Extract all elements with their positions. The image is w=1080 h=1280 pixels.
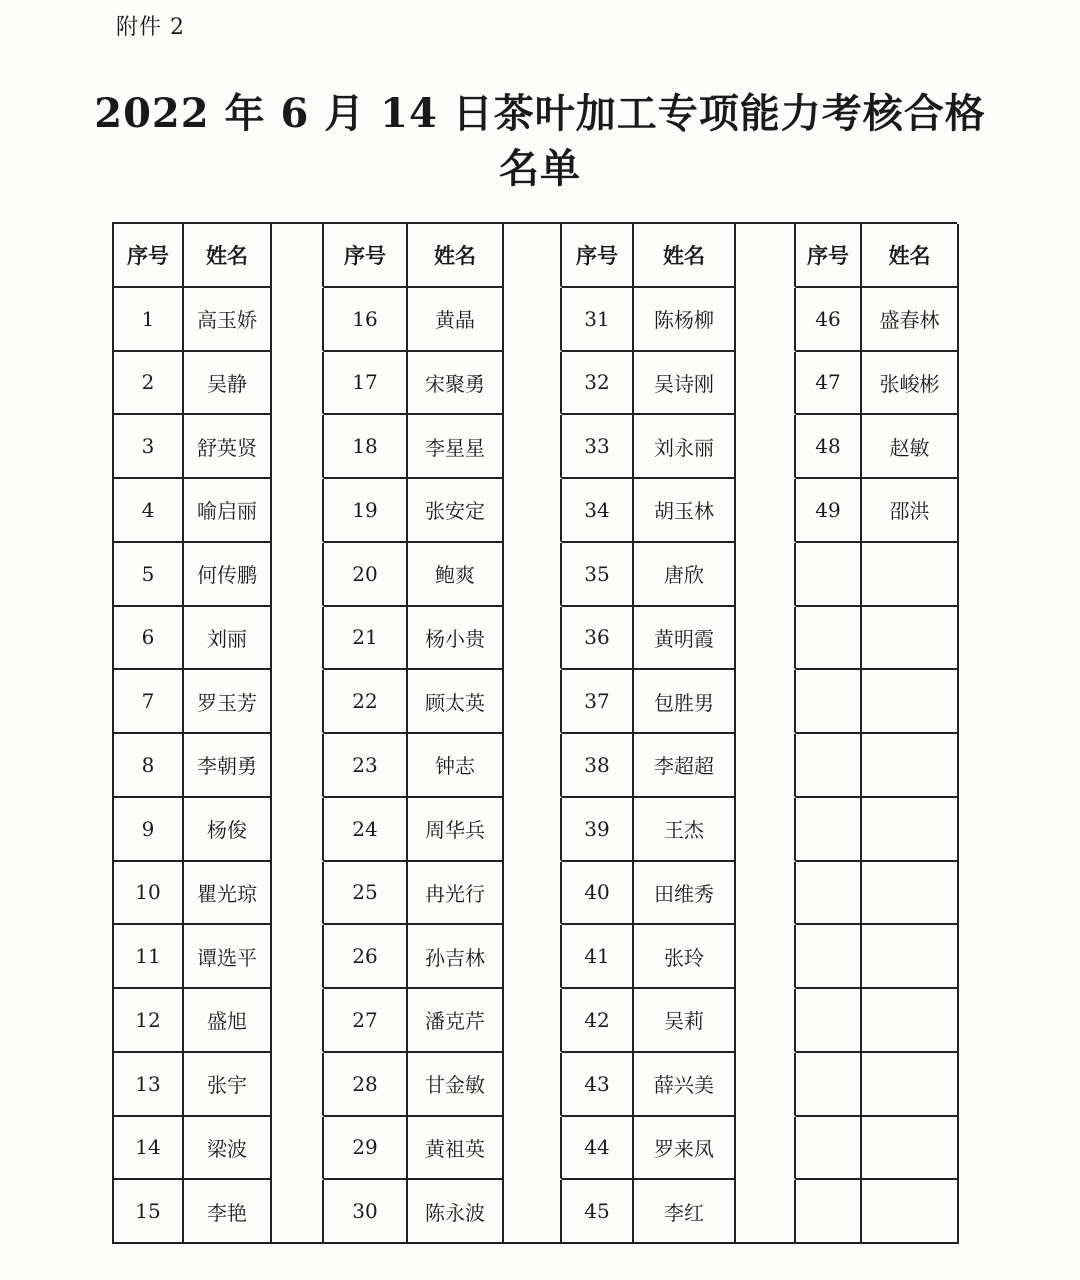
index-cell: 43 bbox=[562, 1053, 634, 1117]
index-cell bbox=[796, 607, 862, 671]
document-title-line2: 名单 bbox=[499, 145, 581, 192]
header-index: 序号 bbox=[324, 224, 408, 288]
name-cell: 何传鹏 bbox=[184, 543, 272, 607]
column-gap bbox=[736, 288, 796, 352]
column-gap bbox=[504, 607, 562, 671]
name-cell: 罗来凤 bbox=[634, 1117, 736, 1181]
name-cell: 张玲 bbox=[634, 925, 736, 989]
column-gap bbox=[504, 989, 562, 1053]
name-cell: 张安定 bbox=[408, 479, 504, 543]
name-cell: 包胜男 bbox=[634, 670, 736, 734]
index-cell: 12 bbox=[114, 989, 184, 1053]
column-gap bbox=[736, 352, 796, 416]
index-cell: 11 bbox=[114, 925, 184, 989]
name-cell: 李星星 bbox=[408, 415, 504, 479]
document-title: 2022 年 6 月 14 日茶叶加工专项能力考核合格 bbox=[94, 90, 986, 137]
name-cell: 谭选平 bbox=[184, 925, 272, 989]
column-gap bbox=[736, 862, 796, 926]
header-index: 序号 bbox=[562, 224, 634, 288]
header-name: 姓名 bbox=[184, 224, 272, 288]
index-cell bbox=[796, 989, 862, 1053]
header-name: 姓名 bbox=[862, 224, 959, 288]
column-gap bbox=[504, 479, 562, 543]
name-cell: 陈永波 bbox=[408, 1180, 504, 1244]
name-cell: 吴诗刚 bbox=[634, 352, 736, 416]
index-cell: 14 bbox=[114, 1117, 184, 1181]
name-cell: 甘金敏 bbox=[408, 1053, 504, 1117]
index-cell: 30 bbox=[324, 1180, 408, 1244]
name-cell: 田维秀 bbox=[634, 862, 736, 926]
column-gap bbox=[736, 1117, 796, 1181]
attachment-label: 附件 2 bbox=[116, 15, 185, 40]
name-cell: 周华兵 bbox=[408, 798, 504, 862]
index-cell bbox=[796, 1053, 862, 1117]
column-gap bbox=[504, 862, 562, 926]
name-cell bbox=[862, 925, 959, 989]
column-gap bbox=[272, 1180, 324, 1244]
name-cell: 刘永丽 bbox=[634, 415, 736, 479]
index-cell bbox=[796, 543, 862, 607]
name-cell: 孙吉林 bbox=[408, 925, 504, 989]
name-cell bbox=[862, 798, 959, 862]
name-cell bbox=[862, 862, 959, 926]
index-cell: 40 bbox=[562, 862, 634, 926]
name-cell: 梁波 bbox=[184, 1117, 272, 1181]
index-cell: 32 bbox=[562, 352, 634, 416]
column-gap bbox=[504, 352, 562, 416]
column-gap bbox=[272, 925, 324, 989]
name-cell: 胡玉林 bbox=[634, 479, 736, 543]
name-cell bbox=[862, 607, 959, 671]
index-cell bbox=[796, 862, 862, 926]
column-gap bbox=[736, 989, 796, 1053]
name-cell: 张峻彬 bbox=[862, 352, 959, 416]
index-cell: 3 bbox=[114, 415, 184, 479]
index-cell: 35 bbox=[562, 543, 634, 607]
column-gap bbox=[272, 798, 324, 862]
column-gap bbox=[504, 798, 562, 862]
name-cell bbox=[862, 670, 959, 734]
index-cell: 9 bbox=[114, 798, 184, 862]
index-cell bbox=[796, 1117, 862, 1181]
column-gap bbox=[736, 543, 796, 607]
name-cell: 宋聚勇 bbox=[408, 352, 504, 416]
header-index: 序号 bbox=[796, 224, 862, 288]
column-gap bbox=[736, 224, 796, 288]
column-gap bbox=[736, 798, 796, 862]
index-cell: 15 bbox=[114, 1180, 184, 1244]
column-gap bbox=[272, 734, 324, 798]
name-cell: 瞿光琼 bbox=[184, 862, 272, 926]
index-cell: 1 bbox=[114, 288, 184, 352]
column-gap bbox=[272, 415, 324, 479]
index-cell: 25 bbox=[324, 862, 408, 926]
column-gap bbox=[504, 288, 562, 352]
name-cell bbox=[862, 1053, 959, 1117]
index-cell: 48 bbox=[796, 415, 862, 479]
name-cell: 潘克芹 bbox=[408, 989, 504, 1053]
column-gap bbox=[736, 479, 796, 543]
index-cell: 18 bbox=[324, 415, 408, 479]
index-cell: 39 bbox=[562, 798, 634, 862]
index-cell: 10 bbox=[114, 862, 184, 926]
name-cell: 舒英贤 bbox=[184, 415, 272, 479]
index-cell bbox=[796, 925, 862, 989]
column-gap bbox=[504, 670, 562, 734]
name-cell bbox=[862, 1180, 959, 1244]
name-cell: 吴莉 bbox=[634, 989, 736, 1053]
index-cell: 28 bbox=[324, 1053, 408, 1117]
name-cell: 盛春林 bbox=[862, 288, 959, 352]
index-cell: 36 bbox=[562, 607, 634, 671]
name-cell: 吴静 bbox=[184, 352, 272, 416]
column-gap bbox=[504, 224, 562, 288]
index-cell: 5 bbox=[114, 543, 184, 607]
column-gap bbox=[272, 862, 324, 926]
column-gap bbox=[272, 989, 324, 1053]
index-cell: 8 bbox=[114, 734, 184, 798]
name-cell: 黄晶 bbox=[408, 288, 504, 352]
column-gap bbox=[736, 607, 796, 671]
column-gap bbox=[736, 734, 796, 798]
name-cell: 李艳 bbox=[184, 1180, 272, 1244]
index-cell: 33 bbox=[562, 415, 634, 479]
index-cell: 42 bbox=[562, 989, 634, 1053]
column-gap bbox=[272, 1117, 324, 1181]
index-cell: 24 bbox=[324, 798, 408, 862]
name-cell: 邵洪 bbox=[862, 479, 959, 543]
name-cell: 盛旭 bbox=[184, 989, 272, 1053]
index-cell: 7 bbox=[114, 670, 184, 734]
index-cell: 45 bbox=[562, 1180, 634, 1244]
index-cell: 19 bbox=[324, 479, 408, 543]
name-cell bbox=[862, 1117, 959, 1181]
column-gap bbox=[736, 925, 796, 989]
index-cell: 41 bbox=[562, 925, 634, 989]
name-cell: 刘丽 bbox=[184, 607, 272, 671]
index-cell: 44 bbox=[562, 1117, 634, 1181]
column-gap bbox=[504, 1053, 562, 1117]
index-cell bbox=[796, 734, 862, 798]
column-gap bbox=[504, 734, 562, 798]
column-gap bbox=[504, 1180, 562, 1244]
index-cell: 26 bbox=[324, 925, 408, 989]
column-gap bbox=[272, 479, 324, 543]
column-gap bbox=[504, 543, 562, 607]
index-cell: 31 bbox=[562, 288, 634, 352]
name-cell: 鲍爽 bbox=[408, 543, 504, 607]
index-cell: 27 bbox=[324, 989, 408, 1053]
name-cell: 高玉娇 bbox=[184, 288, 272, 352]
index-cell: 2 bbox=[114, 352, 184, 416]
index-cell: 20 bbox=[324, 543, 408, 607]
index-cell bbox=[796, 1180, 862, 1244]
index-cell: 6 bbox=[114, 607, 184, 671]
name-cell: 杨小贵 bbox=[408, 607, 504, 671]
index-cell: 37 bbox=[562, 670, 634, 734]
index-cell: 38 bbox=[562, 734, 634, 798]
index-cell: 17 bbox=[324, 352, 408, 416]
name-cell: 黄明霞 bbox=[634, 607, 736, 671]
index-cell: 49 bbox=[796, 479, 862, 543]
name-cell: 薛兴美 bbox=[634, 1053, 736, 1117]
index-cell: 47 bbox=[796, 352, 862, 416]
index-cell: 4 bbox=[114, 479, 184, 543]
name-cell: 唐欣 bbox=[634, 543, 736, 607]
index-cell: 13 bbox=[114, 1053, 184, 1117]
name-cell bbox=[862, 543, 959, 607]
index-cell: 16 bbox=[324, 288, 408, 352]
column-gap bbox=[504, 1117, 562, 1181]
name-cell: 李朝勇 bbox=[184, 734, 272, 798]
index-cell bbox=[796, 798, 862, 862]
column-gap bbox=[272, 607, 324, 671]
name-cell bbox=[862, 734, 959, 798]
column-gap bbox=[272, 224, 324, 288]
column-gap bbox=[736, 415, 796, 479]
name-cell: 李红 bbox=[634, 1180, 736, 1244]
column-gap bbox=[736, 670, 796, 734]
column-gap bbox=[272, 1053, 324, 1117]
column-gap bbox=[272, 288, 324, 352]
column-gap bbox=[504, 415, 562, 479]
index-cell: 34 bbox=[562, 479, 634, 543]
name-cell: 罗玉芳 bbox=[184, 670, 272, 734]
header-index: 序号 bbox=[114, 224, 184, 288]
name-cell: 钟志 bbox=[408, 734, 504, 798]
name-cell: 黄祖英 bbox=[408, 1117, 504, 1181]
column-gap bbox=[272, 670, 324, 734]
name-cell: 王杰 bbox=[634, 798, 736, 862]
column-gap bbox=[736, 1180, 796, 1244]
index-cell: 46 bbox=[796, 288, 862, 352]
column-gap bbox=[272, 543, 324, 607]
column-gap bbox=[272, 352, 324, 416]
name-cell bbox=[862, 989, 959, 1053]
name-cell: 赵敏 bbox=[862, 415, 959, 479]
index-cell: 29 bbox=[324, 1117, 408, 1181]
index-cell: 23 bbox=[324, 734, 408, 798]
header-name: 姓名 bbox=[634, 224, 736, 288]
roster-table bbox=[112, 222, 957, 1244]
header-name: 姓名 bbox=[408, 224, 504, 288]
index-cell bbox=[796, 670, 862, 734]
column-gap bbox=[504, 925, 562, 989]
index-cell: 22 bbox=[324, 670, 408, 734]
index-cell: 21 bbox=[324, 607, 408, 671]
name-cell: 喻启丽 bbox=[184, 479, 272, 543]
column-gap bbox=[736, 1053, 796, 1117]
name-cell: 冉光行 bbox=[408, 862, 504, 926]
name-cell: 杨俊 bbox=[184, 798, 272, 862]
name-cell: 陈杨柳 bbox=[634, 288, 736, 352]
name-cell: 李超超 bbox=[634, 734, 736, 798]
name-cell: 顾太英 bbox=[408, 670, 504, 734]
name-cell: 张宇 bbox=[184, 1053, 272, 1117]
